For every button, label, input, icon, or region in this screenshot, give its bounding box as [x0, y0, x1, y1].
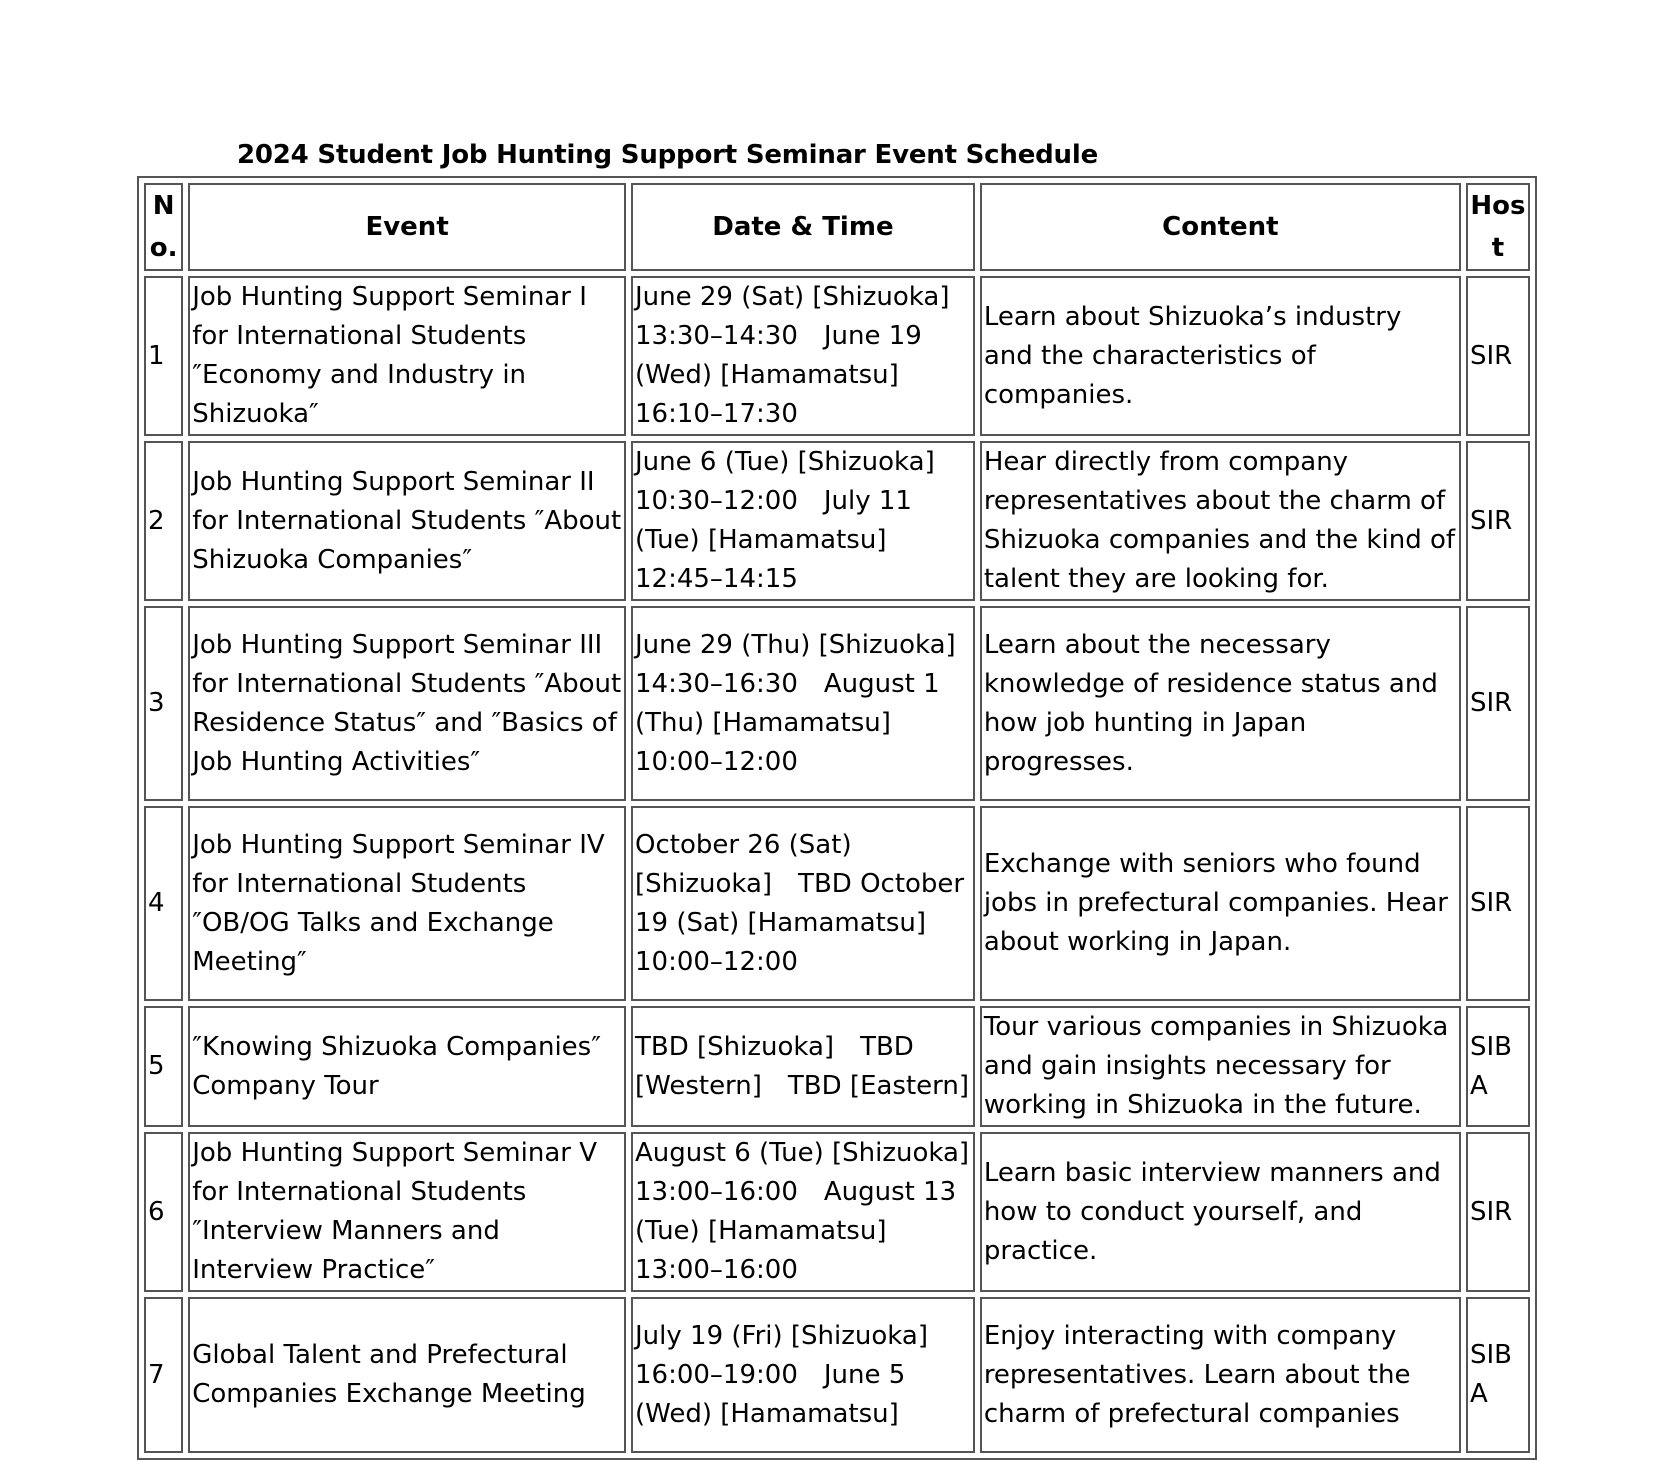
- event-content: Learn about Shizuoka’s industry and the characteristics of companies.: [980, 276, 1461, 436]
- table-row: [144, 276, 1530, 436]
- event-host: SIBA: [1466, 1297, 1530, 1453]
- column-header-date: Date & Time: [631, 183, 975, 271]
- event-name: Job Hunting Support Seminar II for International Students ″About Shizuoka Companies″: [188, 441, 626, 601]
- event-date-time: July 19 (Fri) [Shizuoka] 16:00–19:00 June 5 (Wed) [Hamamatsu]: [631, 1297, 975, 1453]
- event-content: Hear directly from company representatives about the charm of Shizuoka companies and the kind of talent they are looking for.: [980, 441, 1461, 601]
- schedule-table: [137, 176, 1537, 1460]
- table-row: [144, 1297, 1530, 1453]
- event-name: ″Knowing Shizuoka Companies″ Company Tour: [188, 1006, 626, 1127]
- table-row: [144, 806, 1530, 1001]
- event-host: SIR: [1466, 441, 1530, 601]
- column-header-content: Content: [980, 183, 1461, 271]
- column-header-host: Host: [1466, 183, 1530, 271]
- event-date-time: August 6 (Tue) [Shizuoka] 13:00–16:00 August 13 (Tue) [Hamamatsu] 13:00–16:00: [631, 1132, 975, 1292]
- row-number: 4: [144, 806, 183, 1001]
- table-row: [144, 1006, 1530, 1127]
- event-host: SIR: [1466, 606, 1530, 801]
- row-number: 3: [144, 606, 183, 801]
- event-content: Learn basic interview manners and how to conduct yourself, and practice.: [980, 1132, 1461, 1292]
- row-number: 1: [144, 276, 183, 436]
- event-date-time: October 26 (Sat) [Shizuoka] TBD October 19 (Sat) [Hamamatsu] 10:00–12:00: [631, 806, 975, 1001]
- row-number: 7: [144, 1297, 183, 1453]
- schedule-table-container: [137, 176, 1537, 1460]
- event-host: SIR: [1466, 806, 1530, 1001]
- event-date-time: June 29 (Sat) [Shizuoka] 13:30–14:30 June 19 (Wed) [Hamamatsu] 16:10–17:30: [631, 276, 975, 436]
- event-content: Enjoy interacting with company representatives. Learn about the charm of prefectural companies: [980, 1297, 1461, 1453]
- event-content: Tour various companies in Shizuoka and gain insights necessary for working in Shizuoka in the future.: [980, 1006, 1461, 1127]
- row-number: 5: [144, 1006, 183, 1127]
- event-content: Exchange with seniors who found jobs in prefectural companies. Hear about working in Japan.: [980, 806, 1461, 1001]
- row-number: 6: [144, 1132, 183, 1292]
- event-host: SIR: [1466, 276, 1530, 436]
- column-header-no: No.: [144, 183, 183, 271]
- event-name: Job Hunting Support Seminar I for International Students ″Economy and Industry in Shizuoka″: [188, 276, 626, 436]
- event-host: SIR: [1466, 1132, 1530, 1292]
- event-name: Job Hunting Support Seminar V for International Students ″Interview Manners and Interview Practice″: [188, 1132, 626, 1292]
- event-name: Job Hunting Support Seminar IV for International Students ″OB/OG Talks and Exchange Meeting″: [188, 806, 626, 1001]
- event-date-time: June 29 (Thu) [Shizuoka] 14:30–16:30 August 1 (Thu) [Hamamatsu] 10:00–12:00: [631, 606, 975, 801]
- event-date-time: June 6 (Tue) [Shizuoka] 10:30–12:00 July 11 (Tue) [Hamamatsu] 12:45–14:15: [631, 441, 975, 601]
- row-number: 2: [144, 441, 183, 601]
- page-title: 2024 Student Job Hunting Support Seminar Event Schedule: [237, 140, 1099, 170]
- event-content: Learn about the necessary knowledge of residence status and how job hunting in Japan progresses.: [980, 606, 1461, 801]
- table-header-row: [144, 183, 1530, 271]
- event-name: Job Hunting Support Seminar III for International Students ″About Residence Status″ and ″Basics of Job Hunting Activities″: [188, 606, 626, 801]
- event-date-time: TBD [Shizuoka] TBD [Western] TBD [Eastern]: [631, 1006, 975, 1127]
- table-row: [144, 1132, 1530, 1292]
- column-header-event: Event: [188, 183, 626, 271]
- table-row: [144, 441, 1530, 601]
- table-row: [144, 606, 1530, 801]
- event-host: SIBA: [1466, 1006, 1530, 1127]
- event-name: Global Talent and Prefectural Companies Exchange Meeting: [188, 1297, 626, 1453]
